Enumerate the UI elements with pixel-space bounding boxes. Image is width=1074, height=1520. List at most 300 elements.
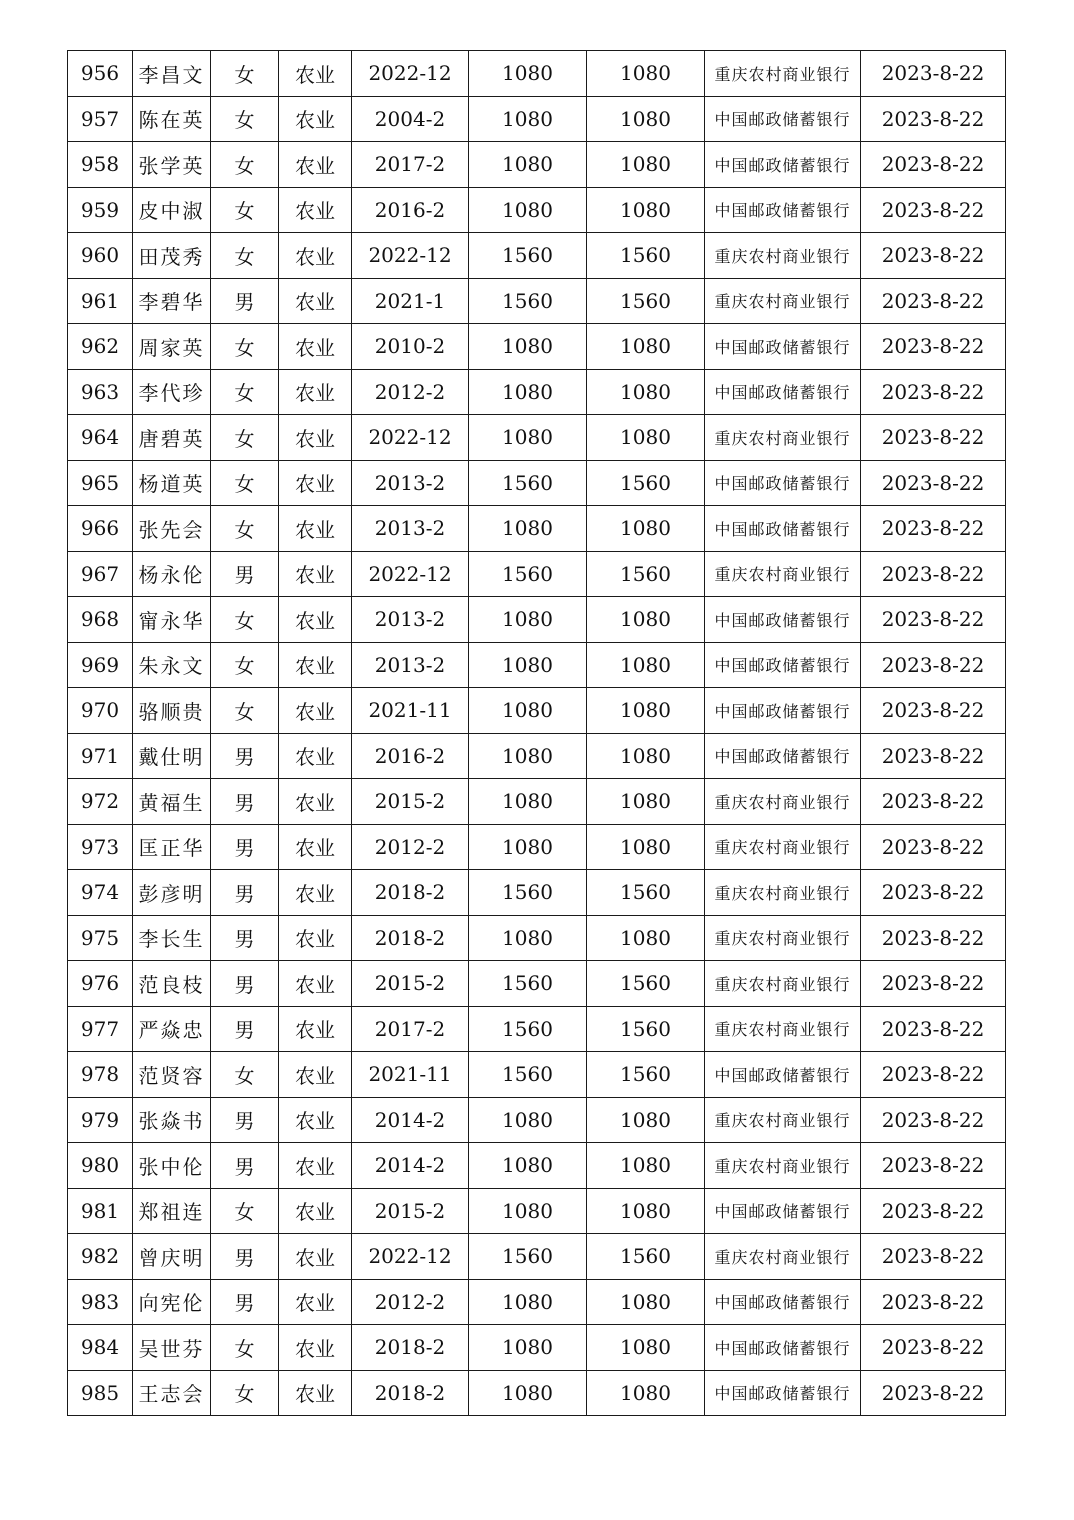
person-name-cell: 周家英: [133, 324, 211, 370]
payment-date-cell: 2023-8-22: [861, 733, 1006, 779]
table-row: [68, 961, 1006, 1007]
household-type-cell: 农业: [279, 369, 352, 415]
table-row: [68, 870, 1006, 916]
gender-cell: 女: [211, 597, 279, 643]
amount-paid-cell: 1560: [587, 1052, 705, 1098]
row-number-cell: 971: [68, 733, 133, 779]
start-date-cell: 2015-2: [352, 1188, 469, 1234]
table-row: [68, 324, 1006, 370]
amount-cell: 1080: [469, 642, 587, 688]
bank-name-cell: 中国邮政储蓄银行: [705, 1325, 861, 1371]
start-date-cell: 2013-2: [352, 642, 469, 688]
table-row: [68, 1234, 1006, 1280]
payment-date-cell: 2023-8-22: [861, 1370, 1006, 1416]
person-name-cell: 张学英: [133, 142, 211, 188]
household-type-cell: 农业: [279, 324, 352, 370]
gender-cell: 男: [211, 779, 279, 825]
table-row: [68, 187, 1006, 233]
payment-date-cell: 2023-8-22: [861, 1279, 1006, 1325]
gender-cell: 男: [211, 1006, 279, 1052]
start-date-cell: 2013-2: [352, 460, 469, 506]
row-number-cell: 963: [68, 369, 133, 415]
gender-cell: 女: [211, 1325, 279, 1371]
table-row: [68, 1188, 1006, 1234]
household-type-cell: 农业: [279, 1188, 352, 1234]
person-name-cell: 匡正华: [133, 824, 211, 870]
bank-name-cell: 中国邮政储蓄银行: [705, 506, 861, 552]
amount-cell: 1080: [469, 1279, 587, 1325]
amount-paid-cell: 1080: [587, 96, 705, 142]
amount-cell: 1080: [469, 1188, 587, 1234]
amount-paid-cell: 1560: [587, 1006, 705, 1052]
bank-name-cell: 中国邮政储蓄银行: [705, 1052, 861, 1098]
household-type-cell: 农业: [279, 1052, 352, 1098]
row-number-cell: 974: [68, 870, 133, 916]
start-date-cell: 2021-11: [352, 688, 469, 734]
amount-cell: 1080: [469, 1370, 587, 1416]
row-number-cell: 983: [68, 1279, 133, 1325]
gender-cell: 女: [211, 460, 279, 506]
table-row: [68, 1006, 1006, 1052]
person-name-cell: 杨永伦: [133, 551, 211, 597]
person-name-cell: 田茂秀: [133, 233, 211, 279]
bank-name-cell: 中国邮政储蓄银行: [705, 1370, 861, 1416]
payment-date-cell: 2023-8-22: [861, 187, 1006, 233]
household-type-cell: 农业: [279, 1097, 352, 1143]
amount-paid-cell: 1080: [587, 779, 705, 825]
payment-date-cell: 2023-8-22: [861, 51, 1006, 97]
amount-paid-cell: 1560: [587, 961, 705, 1007]
bank-name-cell: 中国邮政储蓄银行: [705, 460, 861, 506]
table-row: [68, 415, 1006, 461]
person-name-cell: 唐碧英: [133, 415, 211, 461]
start-date-cell: 2013-2: [352, 506, 469, 552]
amount-paid-cell: 1080: [587, 642, 705, 688]
bank-name-cell: 重庆农村商业银行: [705, 1143, 861, 1189]
payment-date-cell: 2023-8-22: [861, 96, 1006, 142]
subsidy-roster-table: [67, 50, 1006, 1416]
gender-cell: 女: [211, 142, 279, 188]
amount-cell: 1560: [469, 1006, 587, 1052]
amount-cell: 1560: [469, 551, 587, 597]
person-name-cell: 吴世芬: [133, 1325, 211, 1371]
amount-paid-cell: 1080: [587, 824, 705, 870]
household-type-cell: 农业: [279, 1279, 352, 1325]
bank-name-cell: 中国邮政储蓄银行: [705, 142, 861, 188]
amount-paid-cell: 1080: [587, 1188, 705, 1234]
table-row: [68, 1279, 1006, 1325]
amount-cell: 1560: [469, 1052, 587, 1098]
person-name-cell: 张焱书: [133, 1097, 211, 1143]
amount-paid-cell: 1080: [587, 597, 705, 643]
amount-cell: 1560: [469, 233, 587, 279]
table-row: [68, 915, 1006, 961]
table-row: [68, 51, 1006, 97]
start-date-cell: 2022-12: [352, 233, 469, 279]
gender-cell: 女: [211, 506, 279, 552]
row-number-cell: 960: [68, 233, 133, 279]
amount-cell: 1080: [469, 51, 587, 97]
amount-cell: 1080: [469, 1325, 587, 1371]
table-row: [68, 369, 1006, 415]
person-name-cell: 郑祖连: [133, 1188, 211, 1234]
row-number-cell: 977: [68, 1006, 133, 1052]
table-row: [68, 733, 1006, 779]
row-number-cell: 981: [68, 1188, 133, 1234]
row-number-cell: 966: [68, 506, 133, 552]
bank-name-cell: 重庆农村商业银行: [705, 551, 861, 597]
person-name-cell: 骆顺贵: [133, 688, 211, 734]
payment-date-cell: 2023-8-22: [861, 824, 1006, 870]
row-number-cell: 959: [68, 187, 133, 233]
gender-cell: 男: [211, 824, 279, 870]
household-type-cell: 农业: [279, 1143, 352, 1189]
gender-cell: 男: [211, 1279, 279, 1325]
row-number-cell: 979: [68, 1097, 133, 1143]
table-row: [68, 1052, 1006, 1098]
payment-date-cell: 2023-8-22: [861, 460, 1006, 506]
start-date-cell: 2016-2: [352, 187, 469, 233]
payment-date-cell: 2023-8-22: [861, 688, 1006, 734]
payment-date-cell: 2023-8-22: [861, 870, 1006, 916]
amount-cell: 1080: [469, 1143, 587, 1189]
amount-paid-cell: 1560: [587, 870, 705, 916]
start-date-cell: 2017-2: [352, 142, 469, 188]
amount-cell: 1080: [469, 506, 587, 552]
gender-cell: 女: [211, 1052, 279, 1098]
row-number-cell: 965: [68, 460, 133, 506]
person-name-cell: 严焱忠: [133, 1006, 211, 1052]
household-type-cell: 农业: [279, 733, 352, 779]
start-date-cell: 2017-2: [352, 1006, 469, 1052]
payment-date-cell: 2023-8-22: [861, 1052, 1006, 1098]
start-date-cell: 2010-2: [352, 324, 469, 370]
gender-cell: 男: [211, 915, 279, 961]
household-type-cell: 农业: [279, 642, 352, 688]
start-date-cell: 2004-2: [352, 96, 469, 142]
amount-paid-cell: 1080: [587, 733, 705, 779]
person-name-cell: 李碧华: [133, 278, 211, 324]
row-number-cell: 982: [68, 1234, 133, 1280]
bank-name-cell: 重庆农村商业银行: [705, 278, 861, 324]
payment-date-cell: 2023-8-22: [861, 506, 1006, 552]
gender-cell: 女: [211, 415, 279, 461]
bank-name-cell: 中国邮政储蓄银行: [705, 688, 861, 734]
gender-cell: 女: [211, 233, 279, 279]
bank-name-cell: 重庆农村商业银行: [705, 870, 861, 916]
person-name-cell: 甯永华: [133, 597, 211, 643]
bank-name-cell: 重庆农村商业银行: [705, 1234, 861, 1280]
payment-date-cell: 2023-8-22: [861, 1097, 1006, 1143]
start-date-cell: 2022-12: [352, 551, 469, 597]
row-number-cell: 985: [68, 1370, 133, 1416]
table-row: [68, 779, 1006, 825]
table-row: [68, 1143, 1006, 1189]
household-type-cell: 农业: [279, 96, 352, 142]
amount-cell: 1080: [469, 733, 587, 779]
amount-paid-cell: 1080: [587, 369, 705, 415]
bank-name-cell: 中国邮政储蓄银行: [705, 733, 861, 779]
household-type-cell: 农业: [279, 597, 352, 643]
start-date-cell: 2015-2: [352, 779, 469, 825]
payment-date-cell: 2023-8-22: [861, 1143, 1006, 1189]
payment-date-cell: 2023-8-22: [861, 597, 1006, 643]
row-number-cell: 969: [68, 642, 133, 688]
row-number-cell: 961: [68, 278, 133, 324]
bank-name-cell: 重庆农村商业银行: [705, 961, 861, 1007]
household-type-cell: 农业: [279, 233, 352, 279]
person-name-cell: 曾庆明: [133, 1234, 211, 1280]
table-row: [68, 233, 1006, 279]
payment-date-cell: 2023-8-22: [861, 915, 1006, 961]
payment-date-cell: 2023-8-22: [861, 142, 1006, 188]
person-name-cell: 朱永文: [133, 642, 211, 688]
start-date-cell: 2018-2: [352, 915, 469, 961]
gender-cell: 女: [211, 187, 279, 233]
payment-date-cell: 2023-8-22: [861, 551, 1006, 597]
row-number-cell: 984: [68, 1325, 133, 1371]
bank-name-cell: 重庆农村商业银行: [705, 779, 861, 825]
amount-paid-cell: 1080: [587, 1325, 705, 1371]
row-number-cell: 970: [68, 688, 133, 734]
table-row: [68, 1370, 1006, 1416]
amount-cell: 1080: [469, 369, 587, 415]
amount-cell: 1080: [469, 824, 587, 870]
amount-cell: 1080: [469, 597, 587, 643]
amount-paid-cell: 1080: [587, 324, 705, 370]
gender-cell: 女: [211, 96, 279, 142]
bank-name-cell: 中国邮政储蓄银行: [705, 1279, 861, 1325]
start-date-cell: 2014-2: [352, 1143, 469, 1189]
bank-name-cell: 重庆农村商业银行: [705, 1006, 861, 1052]
payment-date-cell: 2023-8-22: [861, 415, 1006, 461]
gender-cell: 女: [211, 688, 279, 734]
amount-paid-cell: 1560: [587, 551, 705, 597]
gender-cell: 男: [211, 1234, 279, 1280]
person-name-cell: 王志会: [133, 1370, 211, 1416]
row-number-cell: 957: [68, 96, 133, 142]
household-type-cell: 农业: [279, 1234, 352, 1280]
person-name-cell: 李代珍: [133, 369, 211, 415]
amount-cell: 1080: [469, 779, 587, 825]
household-type-cell: 农业: [279, 551, 352, 597]
amount-cell: 1080: [469, 1097, 587, 1143]
household-type-cell: 农业: [279, 506, 352, 552]
table-row: [68, 551, 1006, 597]
gender-cell: 男: [211, 1097, 279, 1143]
amount-cell: 1560: [469, 870, 587, 916]
household-type-cell: 农业: [279, 779, 352, 825]
start-date-cell: 2022-12: [352, 415, 469, 461]
bank-name-cell: 重庆农村商业银行: [705, 1097, 861, 1143]
payment-date-cell: 2023-8-22: [861, 233, 1006, 279]
payment-date-cell: 2023-8-22: [861, 961, 1006, 1007]
start-date-cell: 2018-2: [352, 1370, 469, 1416]
table-row: [68, 142, 1006, 188]
gender-cell: 女: [211, 1188, 279, 1234]
bank-name-cell: 中国邮政储蓄银行: [705, 187, 861, 233]
payment-date-cell: 2023-8-22: [861, 642, 1006, 688]
person-name-cell: 李昌文: [133, 51, 211, 97]
gender-cell: 女: [211, 1370, 279, 1416]
row-number-cell: 964: [68, 415, 133, 461]
bank-name-cell: 中国邮政储蓄银行: [705, 597, 861, 643]
row-number-cell: 956: [68, 51, 133, 97]
bank-name-cell: 重庆农村商业银行: [705, 233, 861, 279]
bank-name-cell: 中国邮政储蓄银行: [705, 1188, 861, 1234]
row-number-cell: 978: [68, 1052, 133, 1098]
amount-cell: 1080: [469, 415, 587, 461]
bank-name-cell: 中国邮政储蓄银行: [705, 96, 861, 142]
start-date-cell: 2012-2: [352, 369, 469, 415]
start-date-cell: 2012-2: [352, 1279, 469, 1325]
table-row: [68, 642, 1006, 688]
person-name-cell: 戴仕明: [133, 733, 211, 779]
person-name-cell: 杨道英: [133, 460, 211, 506]
amount-paid-cell: 1080: [587, 1097, 705, 1143]
row-number-cell: 967: [68, 551, 133, 597]
household-type-cell: 农业: [279, 870, 352, 916]
start-date-cell: 2022-12: [352, 51, 469, 97]
gender-cell: 女: [211, 324, 279, 370]
bank-name-cell: 重庆农村商业银行: [705, 824, 861, 870]
start-date-cell: 2021-11: [352, 1052, 469, 1098]
start-date-cell: 2018-2: [352, 870, 469, 916]
row-number-cell: 962: [68, 324, 133, 370]
person-name-cell: 皮中淑: [133, 187, 211, 233]
amount-cell: 1080: [469, 324, 587, 370]
amount-cell: 1560: [469, 460, 587, 506]
amount-paid-cell: 1080: [587, 142, 705, 188]
household-type-cell: 农业: [279, 460, 352, 506]
table-body: [68, 51, 1006, 1416]
gender-cell: 女: [211, 642, 279, 688]
amount-cell: 1080: [469, 187, 587, 233]
person-name-cell: 范贤容: [133, 1052, 211, 1098]
payment-date-cell: 2023-8-22: [861, 1188, 1006, 1234]
table-row: [68, 506, 1006, 552]
amount-paid-cell: 1560: [587, 1234, 705, 1280]
start-date-cell: 2021-1: [352, 278, 469, 324]
row-number-cell: 958: [68, 142, 133, 188]
amount-cell: 1080: [469, 688, 587, 734]
row-number-cell: 973: [68, 824, 133, 870]
household-type-cell: 农业: [279, 187, 352, 233]
gender-cell: 男: [211, 961, 279, 1007]
person-name-cell: 李长生: [133, 915, 211, 961]
household-type-cell: 农业: [279, 961, 352, 1007]
amount-cell: 1080: [469, 915, 587, 961]
payment-date-cell: 2023-8-22: [861, 779, 1006, 825]
household-type-cell: 农业: [279, 688, 352, 734]
household-type-cell: 农业: [279, 415, 352, 461]
amount-paid-cell: 1560: [587, 460, 705, 506]
gender-cell: 女: [211, 369, 279, 415]
bank-name-cell: 中国邮政储蓄银行: [705, 324, 861, 370]
person-name-cell: 彭彦明: [133, 870, 211, 916]
amount-paid-cell: 1080: [587, 187, 705, 233]
person-name-cell: 陈在英: [133, 96, 211, 142]
amount-cell: 1080: [469, 96, 587, 142]
amount-cell: 1560: [469, 961, 587, 1007]
gender-cell: 男: [211, 551, 279, 597]
amount-paid-cell: 1080: [587, 1279, 705, 1325]
gender-cell: 男: [211, 733, 279, 779]
household-type-cell: 农业: [279, 824, 352, 870]
amount-paid-cell: 1080: [587, 1143, 705, 1189]
gender-cell: 男: [211, 278, 279, 324]
bank-name-cell: 重庆农村商业银行: [705, 415, 861, 461]
amount-paid-cell: 1080: [587, 1370, 705, 1416]
payment-date-cell: 2023-8-22: [861, 1234, 1006, 1280]
payment-date-cell: 2023-8-22: [861, 369, 1006, 415]
table-row: [68, 824, 1006, 870]
bank-name-cell: 重庆农村商业银行: [705, 915, 861, 961]
row-number-cell: 980: [68, 1143, 133, 1189]
payment-date-cell: 2023-8-22: [861, 1006, 1006, 1052]
person-name-cell: 张中伦: [133, 1143, 211, 1189]
amount-cell: 1560: [469, 1234, 587, 1280]
row-number-cell: 975: [68, 915, 133, 961]
person-name-cell: 张先会: [133, 506, 211, 552]
amount-cell: 1560: [469, 278, 587, 324]
gender-cell: 女: [211, 51, 279, 97]
bank-name-cell: 中国邮政储蓄银行: [705, 642, 861, 688]
table-row: [68, 460, 1006, 506]
person-name-cell: 范良枝: [133, 961, 211, 1007]
amount-paid-cell: 1080: [587, 51, 705, 97]
household-type-cell: 农业: [279, 1325, 352, 1371]
person-name-cell: 向宪伦: [133, 1279, 211, 1325]
amount-paid-cell: 1080: [587, 915, 705, 961]
start-date-cell: 2012-2: [352, 824, 469, 870]
start-date-cell: 2022-12: [352, 1234, 469, 1280]
amount-paid-cell: 1560: [587, 278, 705, 324]
start-date-cell: 2015-2: [352, 961, 469, 1007]
household-type-cell: 农业: [279, 142, 352, 188]
amount-cell: 1080: [469, 142, 587, 188]
row-number-cell: 976: [68, 961, 133, 1007]
row-number-cell: 968: [68, 597, 133, 643]
household-type-cell: 农业: [279, 51, 352, 97]
household-type-cell: 农业: [279, 915, 352, 961]
table-row: [68, 688, 1006, 734]
bank-name-cell: 中国邮政储蓄银行: [705, 369, 861, 415]
household-type-cell: 农业: [279, 278, 352, 324]
amount-paid-cell: 1080: [587, 506, 705, 552]
start-date-cell: 2016-2: [352, 733, 469, 779]
amount-paid-cell: 1080: [587, 415, 705, 461]
table-row: [68, 96, 1006, 142]
start-date-cell: 2013-2: [352, 597, 469, 643]
bank-name-cell: 重庆农村商业银行: [705, 51, 861, 97]
household-type-cell: 农业: [279, 1006, 352, 1052]
amount-paid-cell: 1560: [587, 233, 705, 279]
payment-date-cell: 2023-8-22: [861, 324, 1006, 370]
table-row: [68, 1097, 1006, 1143]
payment-date-cell: 2023-8-22: [861, 278, 1006, 324]
gender-cell: 男: [211, 870, 279, 916]
table-row: [68, 1325, 1006, 1371]
start-date-cell: 2014-2: [352, 1097, 469, 1143]
table-row: [68, 597, 1006, 643]
payment-date-cell: 2023-8-22: [861, 1325, 1006, 1371]
person-name-cell: 黄福生: [133, 779, 211, 825]
gender-cell: 男: [211, 1143, 279, 1189]
household-type-cell: 农业: [279, 1370, 352, 1416]
row-number-cell: 972: [68, 779, 133, 825]
table-row: [68, 278, 1006, 324]
